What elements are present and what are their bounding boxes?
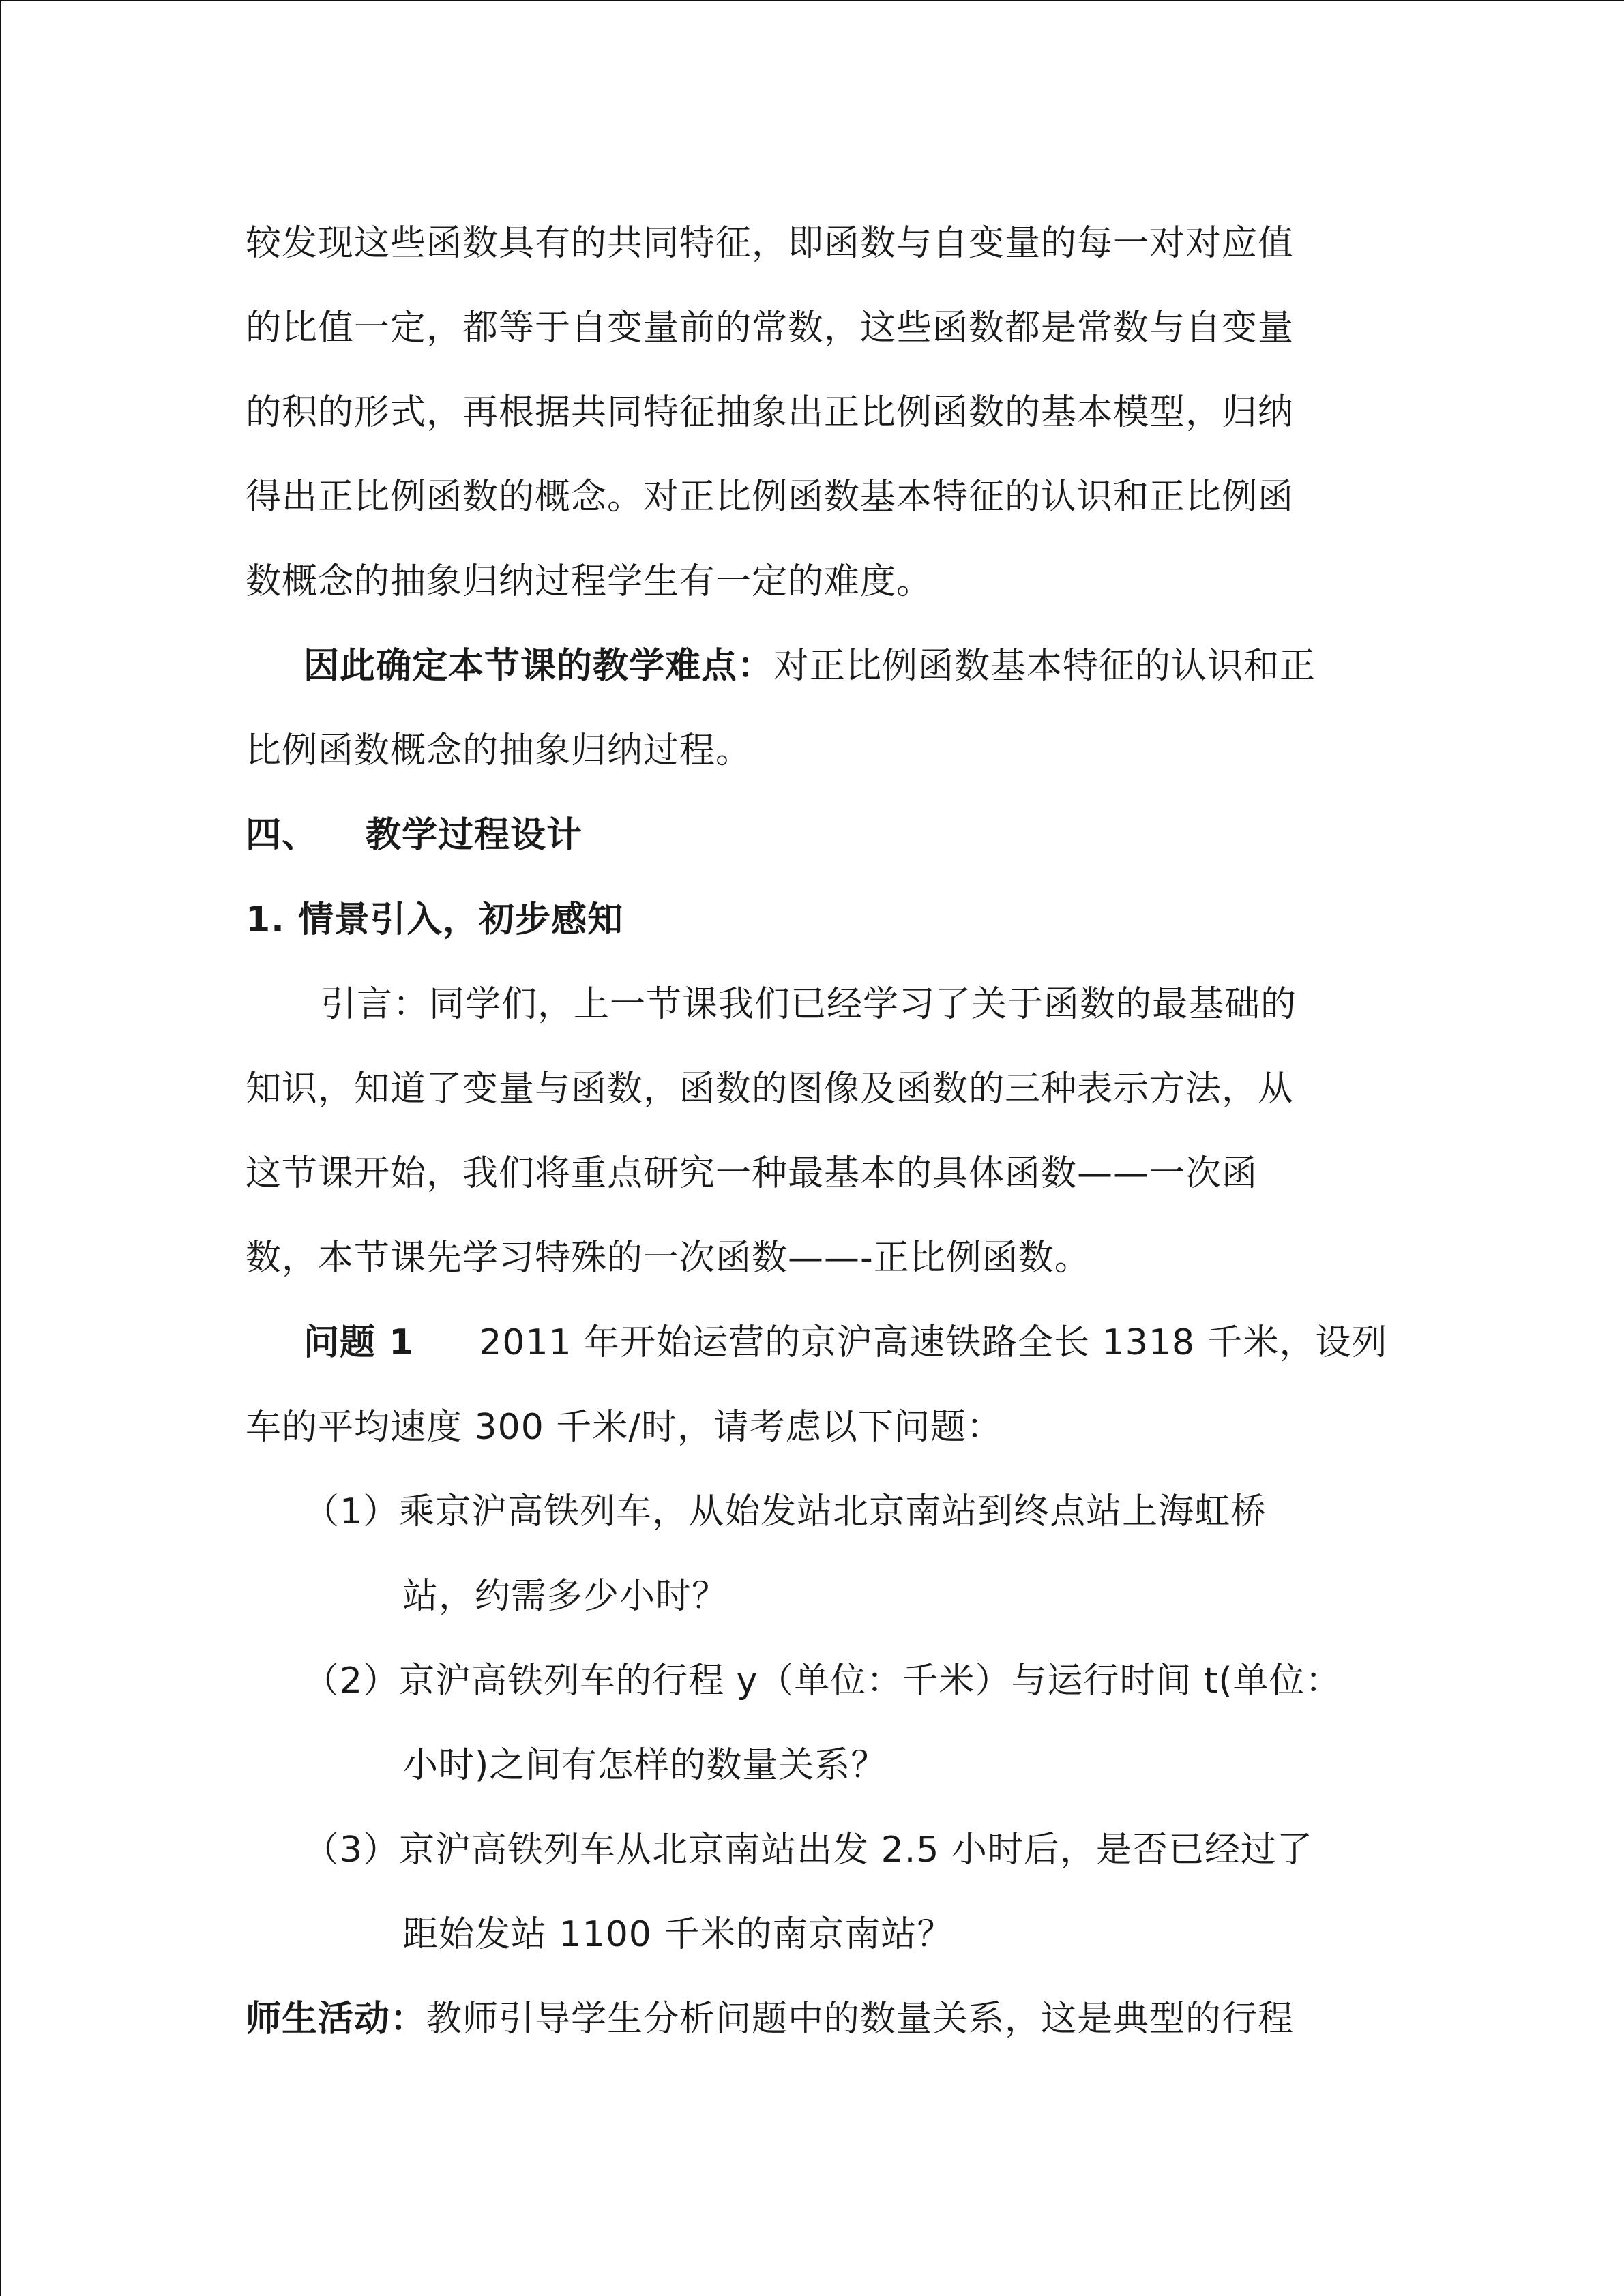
activity-paragraph xyxy=(246,1995,1294,2043)
question-number: （3） xyxy=(304,1830,400,1870)
paragraph-line: 数，本节课先学习特殊的一次函数——-正比例函数。 xyxy=(246,1238,1091,1279)
question-continuation: 距始发站 1100 千米的南京南站？ xyxy=(402,1914,954,1955)
paragraph-line: 较发现这些函数具有的共同特征，即函数与自变量的每一对对应值 xyxy=(246,223,1295,264)
paragraph-line: 的积的形式，再根据共同特征抽象出正比例函数的基本模型，归纳 xyxy=(246,392,1295,433)
activity-text: 教师引导学生分析问题中的数量关系，这是典型的行程 xyxy=(426,1999,1295,2040)
question-text: 京沪高铁列车的行程 y（单位：千米）与运行时间 t(单位： xyxy=(399,1660,1342,1701)
section-number: 四、 xyxy=(246,815,319,856)
problem-text: 2011 年开始运营的京沪高速铁路全长 1318 千米，设列 xyxy=(479,1322,1388,1363)
activity-label: 师生活动： xyxy=(246,1999,427,2040)
problem-label: 问题 1 xyxy=(304,1322,415,1363)
paragraph-line: 比例函数概念的抽象归纳过程。 xyxy=(246,730,752,771)
question-item xyxy=(304,1657,1342,1705)
paragraph-line: 车的平均速度 300 千米/时，请考虑以下问题： xyxy=(246,1407,1003,1448)
question-item xyxy=(304,1488,1267,1536)
paragraph-line: 知识，知道了变量与函数，函数的图像及函数的三种表示方法，从 xyxy=(246,1069,1295,1109)
question-text: 乘京沪高铁列车，从始发站北京南站到终点站上海虹桥 xyxy=(399,1491,1267,1532)
question-number: （2） xyxy=(304,1660,400,1701)
section-title: 教学过程设计 xyxy=(366,815,583,856)
paragraph-line: 这节课开始，我们将重点研究一种最基本的具体函数——一次函 xyxy=(246,1153,1258,1194)
section-heading xyxy=(246,811,582,859)
subsection-heading: 1. 情景引入，初步感知 xyxy=(246,899,624,940)
question-continuation: 站，约需多少小时？ xyxy=(402,1576,728,1617)
difficulty-label: 因此确定本节课的教学难点： xyxy=(304,646,774,687)
question-text: 京沪高铁列车从北京南站出发 2.5 小时后，是否已经过了 xyxy=(399,1830,1313,1870)
paragraph-line: 数概念的抽象归纳过程学生有一定的难度。 xyxy=(246,561,933,602)
question-item xyxy=(304,1826,1313,1874)
difficulty-text: 对正比例函数基本特征的认识和正 xyxy=(773,646,1316,687)
paragraph-line: 引言：同学们，上一节课我们已经学习了关于函数的最基础的 xyxy=(321,984,1297,1025)
difficulty-paragraph xyxy=(304,642,1316,690)
paragraph-line: 得出正比例函数的概念。对正比例函数基本特征的认识和正比例函 xyxy=(246,477,1295,518)
paragraph-line: 的比值一定，都等于自变量前的常数，这些函数都是常数与自变量 xyxy=(246,308,1295,348)
problem-paragraph xyxy=(304,1319,1388,1367)
question-number: （1） xyxy=(304,1491,400,1532)
question-continuation: 小时)之间有怎样的数量关系？ xyxy=(402,1745,887,1786)
